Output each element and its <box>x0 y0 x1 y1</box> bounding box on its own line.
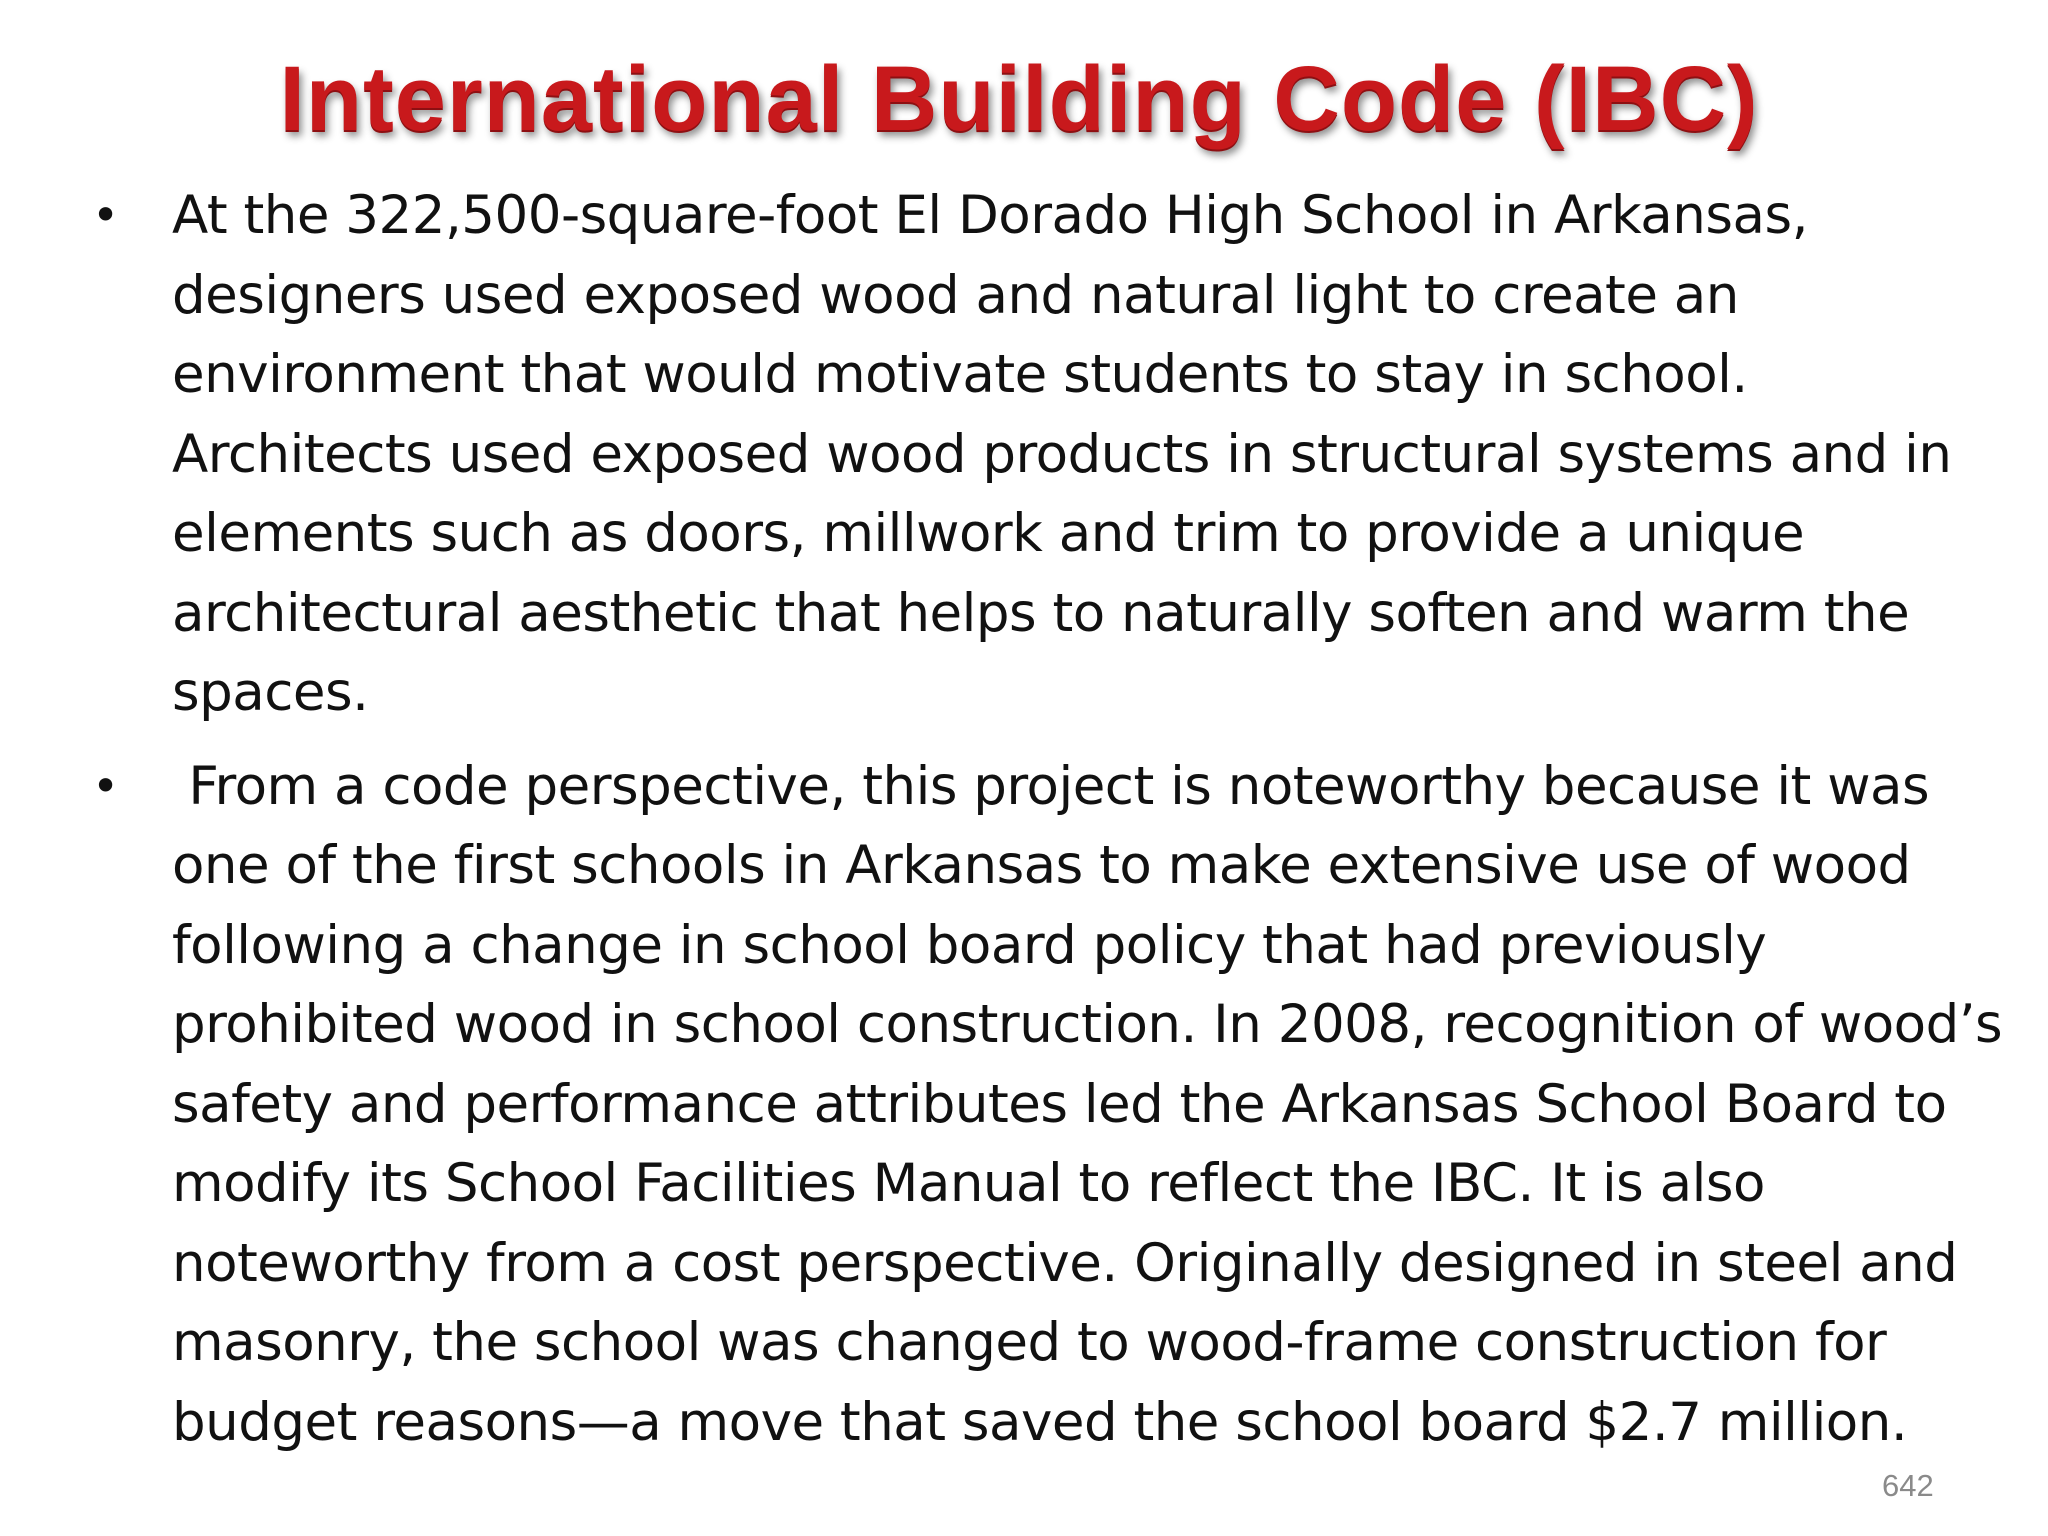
bullet-list <box>90 176 2019 1462</box>
slide-title: International Building Code (IBC) <box>279 48 1759 150</box>
bullet-text-1: At the 322,500-square-foot El Dorado High School in Arkansas, designers used exposed wood and natural light to create an environment that would motivate students to stay in school. Architects used exposed wood products in structural systems and in elements such as doors, millwork and trim to provide a unique architectural aesthetic that helps to naturally soften and warm the spaces. <box>172 185 1952 723</box>
bullet-item-2 <box>90 747 2019 1463</box>
page-number: 642 <box>1882 1468 1934 1503</box>
bullet-icon: • <box>92 758 119 813</box>
bullet-icon: • <box>92 188 119 242</box>
bullet-text-2: From a code perspective, this project is noteworthy because it was one of the first schools in Arkansas to make extensive use of wood following a change in school board policy that had previously prohibited wood in school construction. In 2008, recognition of wood’s safety and performance attributes led the Arkansas School Board to modify its School Facilities Manual to reflect the IBC. It is also noteworthy from a cost perspective. Originally designed in steel and masonry, the school was changed to wood-frame construction for budget reasons—a move that saved the school board $2.7 million. <box>172 755 2019 1453</box>
bullet-item-1 <box>90 176 2010 733</box>
